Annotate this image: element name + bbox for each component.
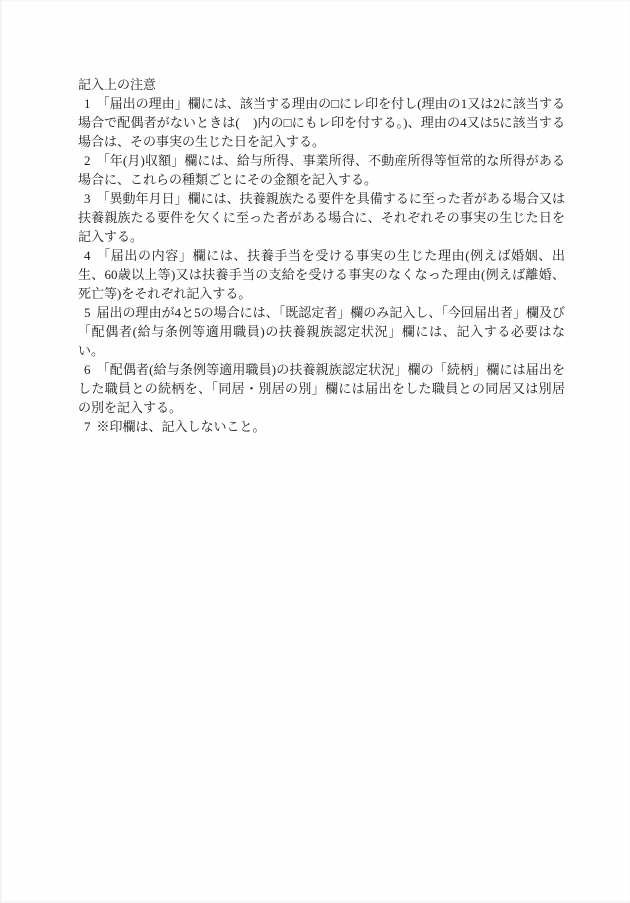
note-item-number: 4: [84, 248, 91, 263]
note-item-text: 届出の理由が4と5の場合には、「既認定者」欄のみ記入し、「今回届出者」欄及び「配偶者(給与条例等適用職員)の扶養親族認定状況」欄には、記入する必要はない。: [78, 305, 565, 358]
note-item: [78, 189, 565, 246]
note-item: [78, 151, 565, 189]
note-item: [78, 360, 565, 417]
note-item-text: 「配偶者(給与条例等適用職員)の扶養親族認定状況」欄の「続柄」欄には届出をした職員との続柄を、「同居・別居の別」欄には届出をした職員との同居又は別居の別を記入する。: [78, 362, 565, 415]
note-item: [78, 417, 565, 436]
notes-title: 記入上の注意: [78, 77, 157, 92]
notes-list: [78, 94, 565, 436]
note-item-number: 7: [84, 419, 91, 434]
note-item-number: 1: [84, 96, 91, 111]
note-item-text: 「届出の内容」欄には、扶養手当を受ける事実の生じた理由(例えば婚姻、出生、60歳以上等)又は扶養手当の支給を受ける事実のなくなった理由(例えば離婚、死亡等)をそれぞれ記入する。: [78, 248, 565, 301]
note-item: [78, 246, 565, 303]
note-item-text: ※印欄は、記入しないこと。: [96, 419, 266, 434]
note-item-number: 2: [84, 153, 91, 168]
note-item-text: 「届出の理由」欄には、該当する理由の□にレ印を付し(理由の1又は2に該当する場合で配偶者がないときは( )内の□にもレ印を付する。)、理由の4又は5に該当する場合は、その事実の生じた日を記入する。: [78, 96, 565, 149]
note-item-number: 6: [84, 362, 91, 377]
note-item-text: 「異動年月日」欄には、扶養親族たる要件を具備するに至った者がある場合又は扶養親族たる要件を欠くに至った者がある場合に、それぞれその事実の生じた日を記入する。: [78, 191, 565, 244]
note-item: [78, 94, 565, 151]
note-item-number: 5: [84, 305, 91, 320]
notes-section: [78, 75, 565, 436]
note-item-text: 「年(月)収額」欄には、給与所得、事業所得、不動産所得等恒常的な所得がある場合に、これらの種類ごとにその金額を記入する。: [78, 153, 565, 187]
note-item: [78, 303, 565, 360]
note-item-number: 3: [84, 191, 91, 206]
